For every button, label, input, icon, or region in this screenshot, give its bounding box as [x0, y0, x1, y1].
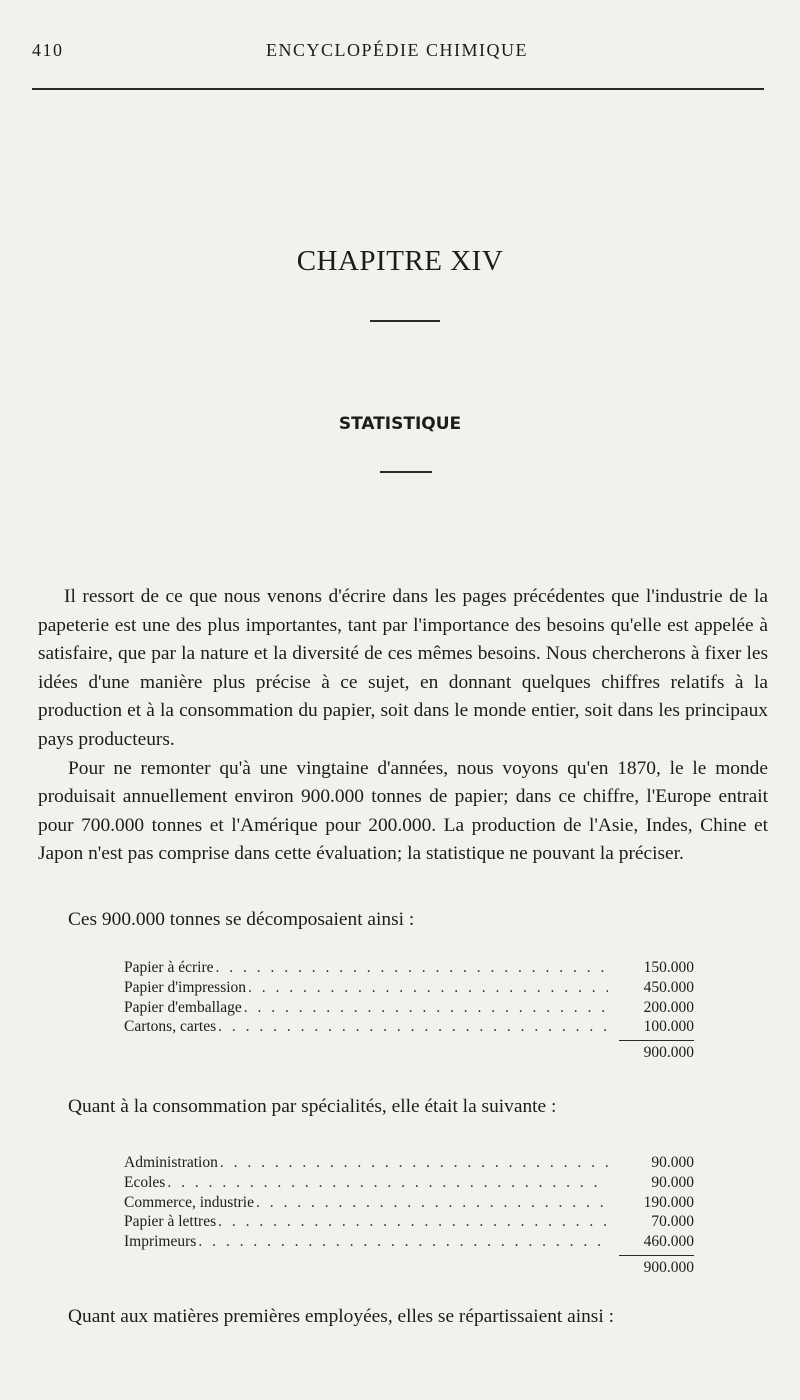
leader-dots — [256, 1193, 608, 1213]
raw-materials-intro: Quant aux matières premières employées, elles se répartissaient ainsi : — [68, 1306, 614, 1327]
row-value: 450.000 — [643, 978, 694, 996]
row-label: Papier à écrire — [124, 959, 214, 976]
row-value: 70.000 — [651, 1213, 694, 1231]
row-value: 100.000 — [643, 1018, 694, 1036]
section-rule — [380, 471, 432, 473]
leader-dots — [167, 1173, 608, 1193]
row-label: Commerce, industrie — [124, 1193, 254, 1211]
paragraph-2: Pour ne remonter qu'à une vingtaine d'années, nous voyons qu'en 1870, le le monde produisait annuellement environ 900.000 tonnes de papier; dans ce chiffre, l'Europe entrait pour 700.000 tonnes et l'Amérique pour 200.000. La production de l'Asie, Indes, Chine et Japon n'est pas comprise dans cette évaluation; la statistique ne pouvant la préciser. — [38, 757, 768, 865]
table-row — [124, 978, 694, 998]
row-value: 150.000 — [643, 959, 694, 976]
section-title: STATISTIQUE — [338, 414, 462, 434]
table-row — [124, 1232, 694, 1252]
page-number: 410 — [32, 40, 64, 60]
production-intro: Ces 900.000 tonnes se décomposaient ainsi : — [68, 909, 415, 930]
table-row — [124, 1017, 694, 1037]
leader-dots — [198, 1232, 608, 1252]
leader-dots — [244, 998, 608, 1018]
body-text — [38, 583, 768, 869]
table-row — [124, 1193, 694, 1213]
leader-dots — [220, 1153, 608, 1173]
consumption-table — [124, 1153, 694, 1278]
row-label: Papier à lettres — [124, 1213, 217, 1231]
leader-dots — [248, 978, 608, 998]
running-title: ENCYCLOPÉDIE CHIMIQUE — [266, 40, 528, 60]
consumption-intro: Quant à la consommation par spécialités, elle était la suivante : — [68, 1096, 557, 1117]
table-total: 900.000 — [643, 1258, 694, 1276]
row-value: 90.000 — [651, 1173, 694, 1191]
row-label: Papier d'emballage — [124, 998, 242, 1016]
production-table — [124, 958, 694, 1063]
page-header — [32, 40, 762, 70]
row-label: Papier d'impression — [124, 978, 247, 996]
table-row — [124, 958, 694, 978]
row-label: Ecoles — [124, 1173, 166, 1191]
chapter-title: CHAPITRE XIV — [296, 245, 504, 277]
chapter-rule — [370, 320, 440, 322]
leader-dots — [218, 1017, 608, 1037]
table-row — [124, 1212, 694, 1232]
table-total: 900.000 — [643, 1044, 694, 1062]
leader-dots — [216, 958, 609, 978]
table-row — [124, 1173, 694, 1193]
row-value: 200.000 — [643, 998, 694, 1016]
leader-dots — [218, 1212, 608, 1232]
table-row — [124, 998, 694, 1018]
row-value: 460.000 — [643, 1233, 694, 1251]
header-rule — [32, 88, 764, 90]
paragraph-1: Il ressort de ce que nous venons d'écrire dans les pages précédentes que l'industrie de la papeterie est une des plus importantes, tant par l'importance des besoins qu'elle est appelée à satisfaire, que par la nature et la diversité de ces mêmes besoins. Nous chercherons à fixer les idées d'une manière plus précise à ce sujet, en donnant quelques chiffres relatifs à la production et à la consommation du papier, soit dans le monde entier, soit dans les principaux pays producteurs. — [38, 586, 768, 750]
row-value: 90.000 — [651, 1154, 694, 1171]
row-label: Administration — [124, 1154, 218, 1171]
row-value: 190.000 — [643, 1193, 694, 1211]
row-label: Imprimeurs — [124, 1233, 197, 1251]
table-row — [124, 1153, 694, 1173]
row-label: Cartons, cartes — [124, 1018, 217, 1036]
